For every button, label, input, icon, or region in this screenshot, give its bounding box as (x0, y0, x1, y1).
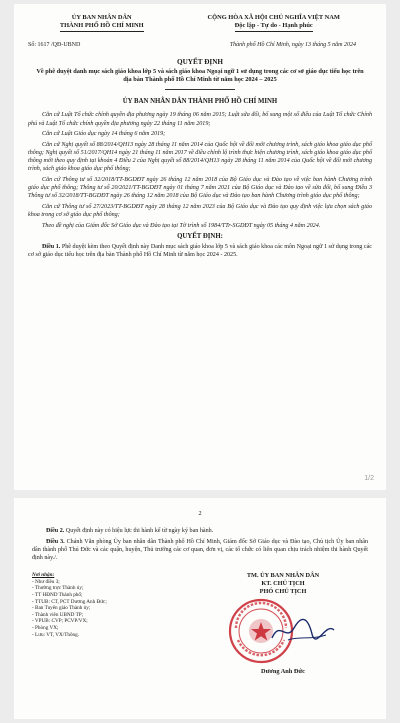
motto: Độc lập - Tự do - Hạnh phúc (235, 22, 313, 32)
recipient-item: - VPUB: CVP; PCVP/VX; (32, 618, 88, 625)
recital: Theo đề nghị của Giám đốc Sở Giáo dục và Đào tạo tại Tờ trình số 1984/TTr-SGDĐT ngày 05 tháng 4 năm 2024. (42, 222, 321, 229)
issuing-authority (28, 14, 175, 32)
recipient-item: - TTUB: CT, PCT Dương Anh Đức; (32, 598, 107, 605)
signer-block (198, 572, 368, 675)
article-1-text: Phê duyệt kèm theo Quyết định này Danh mục sách giáo khoa lớp 5 và sách giáo khoa các môn Ngoại ngữ 1 sử dụng trong các cơ sở giáo dục tiểu học trên địa bàn Thành phố Hồ Chí Minh từ năm học 2024 - 2025. (28, 244, 373, 259)
recipients-label: Nơi nhận: (32, 572, 55, 579)
article-2-text: Quyết định này có hiệu lực thi hành kể từ ngày ký ban hành. (64, 528, 214, 534)
article-3-text: Chánh Văn phòng Ủy ban nhân dân Thành phố Hồ Chí Minh, Giám đốc Sở Giáo dục và Đào tạo, Chủ tịch Ủy ban nhân dân thành phố Thủ Đức và các quận, huyện, Thủ trưởng các cơ quan, đơn vị, các tổ chức có liên quan chịu trách nhiệm thi hành Quyết định này./. (32, 538, 368, 561)
decides-heading: QUYẾT ĐỊNH: (177, 233, 223, 240)
subject-divider (165, 89, 235, 90)
recital: Căn cứ Luật Giáo dục ngày 14 tháng 6 năm 2019; (42, 131, 166, 138)
document-page-2 (14, 498, 386, 719)
document-title: QUYẾT ĐỊNH (177, 58, 223, 66)
recital: Căn cứ Thông tư số 32/2018/TT-BGDĐT ngày 26 tháng 12 năm 2018 của Bộ Giáo dục và Đào tạo về việc ban hành Chương trình giáo dục phổ thông; Thông tư số 20/2021/TT-BGDĐT ngày 01 tháng 7 năm 2021 của Bộ Giáo dục và Đào tạo về sửa đổi, bổ sung Điều 3 Thông tư số 32/2018/TT-BGDĐT ngày 26 tháng 12 năm 2018 của Bộ Giáo dục và Đào tạo ban hành Chương trình giáo dục phổ thông; (28, 177, 372, 200)
article-1-label: Điều 1. (42, 244, 61, 250)
doc-number: Số: 1617 /QĐ-UBND (28, 42, 81, 48)
article-1 (28, 243, 372, 259)
page-indicator: 1/2 (364, 475, 374, 482)
recital: Căn cứ Luật Tổ chức chính quyền địa phương ngày 19 tháng 06 năm 2015; Luật sửa đổi, bổ sung một số điều của Luật Tổ chức Chính phủ và Luật Tổ chức chính quyền địa phương ngày 22 tháng 11 năm 2019; (28, 112, 372, 127)
recipient-item: - Như điều 3; (32, 578, 60, 585)
recipients-list (32, 572, 182, 675)
document-meta (28, 42, 372, 48)
recitals (28, 111, 372, 230)
stamp-area (198, 598, 368, 666)
document-header (28, 14, 372, 32)
article-3 (32, 538, 368, 563)
signer-name: Dương Anh Đức (261, 667, 305, 675)
signature-block (32, 572, 368, 675)
handwritten-signature-icon (268, 616, 338, 646)
place-date: Thành phố Hồ Chí Minh, ngày 13 tháng 5 năm 2024 (229, 42, 356, 48)
signer-line2: KT. CHỦ TỊCH (261, 580, 305, 587)
recipient-item: - Lưu: VT, VX/Thông. (32, 631, 80, 638)
recipient-item: - Thành viên UBND TP; (32, 611, 84, 618)
org-line1: ỦY BAN NHÂN DÂN (71, 14, 132, 21)
recipient-item: - TT HĐND Thành phố; (32, 591, 83, 598)
article-2 (32, 527, 368, 535)
recipient-item: - Phòng VX; (32, 624, 59, 631)
page-number: 2 (198, 510, 202, 517)
signer-line1: TM. ỦY BAN NHÂN DÂN (246, 572, 320, 580)
nation-name: CỘNG HÒA XÃ HỘI CHỦ NGHĨA VIỆT NAM (207, 14, 340, 21)
national-motto-block (175, 14, 372, 32)
document-subject: Về phê duyệt danh mục sách giáo khoa lớp 5 và sách giáo khoa Ngoại ngữ 1 sử dụng trong các cơ sở giáo dục tiểu học trên địa bàn Thành phố Hồ Chí Minh từ năm học 2024 – 2025 (36, 68, 364, 84)
document-page-1 (14, 4, 386, 490)
recital: Căn cứ Nghị quyết số 88/2014/QH13 ngày 28 tháng 11 năm 2014 của Quốc hội về đổi mới chương trình, sách giáo khoa giáo dục phổ thông; Nghị quyết số 51/2017/QH14 ngày 21 tháng 11 năm 2017 về điều chỉnh lộ trình thực hiện chương trình, sách giáo khoa giáo dục phổ thông mới theo quy định tại khoản 4 Điều 2 của Nghị quyết số 88/2014/QH13 ngày 28 tháng 11 năm 2014 của Quốc hội về đổi mới chương trình, sách giáo khoa giáo dục phổ thông; (28, 141, 372, 173)
recipient-item: - Thường trực Thành ủy; (32, 585, 84, 592)
signer-line3: PHÓ CHỦ TỊCH (259, 587, 307, 595)
article-3-label: Điều 3. (46, 538, 65, 545)
article-2-label: Điều 2. (46, 528, 65, 534)
org-line2: THÀNH PHỐ HỒ CHÍ MINH (60, 22, 144, 32)
recipient-item: - Ban Tuyên giáo Thành ủy; (32, 605, 91, 612)
authority-heading: ỦY BAN NHÂN DÂN THÀNH PHỐ HỒ CHÍ MINH (122, 98, 278, 106)
recital: Căn cứ Thông tư số 27/2023/TT-BGDĐT ngày 28 tháng 12 năm 2023 của Bộ Giáo dục và Đào tạo quy định việc lựa chọn sách giáo khoa trong cơ sở giáo dục phổ thông; (28, 204, 372, 219)
